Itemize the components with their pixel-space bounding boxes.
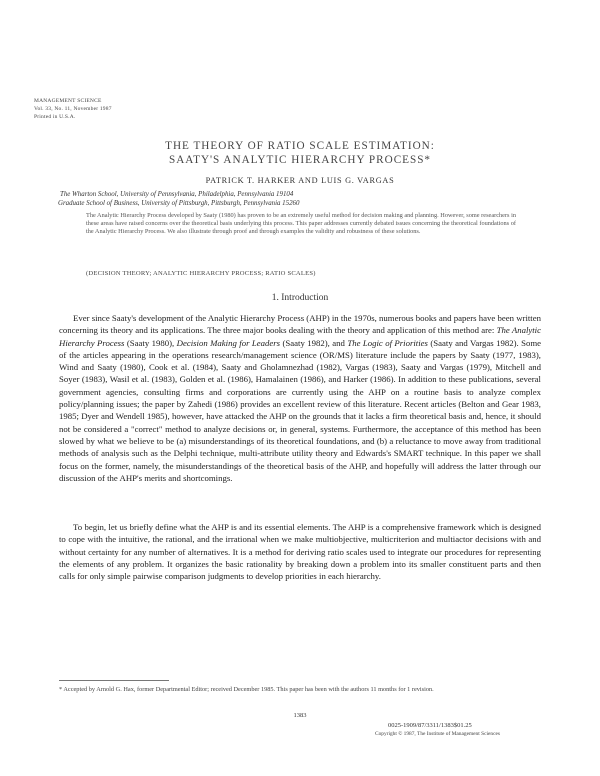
affiliation-pittsburgh: Graduate School of Business, University of Pittsburgh, Pittsburgh, Pennsylvania 15260 xyxy=(58,200,300,207)
body-text: (Saaty 1980), xyxy=(124,337,177,348)
journal-printed: Printed in U.S.A. xyxy=(34,114,76,121)
body-text: Ever since Saaty's development of the Analytic Hierarchy Process (AHP) in the 1970s, numerous books and papers have been written concerning its theory and its applications. The three major books dealing with the theory and application of this method are: xyxy=(59,313,541,336)
body-paragraph-2: To begin, let us briefly define what the AHP is and its essential elements. The AHP is a comprehensive framework which is designed to cope with the intuitive, the rational, and the irrational when we make multiobjective, multicriterion and multiactor decisions with and without certainty for any number of alternatives. It is a method for deriving ratio scales used to integrate our procedures for representing the elements of any problem. It organizes the basic rationality by breaking down a problem into its smaller constituent parts and then calls for only simple pairwise comparison judgments to develop priorities in each hierarchy. xyxy=(59,522,541,582)
body-paragraph-1 xyxy=(59,312,541,484)
section-heading-introduction: 1. Introduction xyxy=(271,293,329,303)
issn-code: 0025-1909/87/3311/1383$01.25 xyxy=(388,722,472,729)
keywords: (DECISION THEORY; ANALYTIC HIERARCHY PROCESS; RATIO SCALES) xyxy=(86,270,316,277)
book-title: Decision Making for Leaders xyxy=(176,337,281,348)
paper-title-line-2: SAATY'S ANALYTIC HIERARCHY PROCESS* xyxy=(168,154,432,166)
paper-title-line-1: THE THEORY OF RATIO SCALE ESTIMATION: xyxy=(165,140,435,152)
body-text: (Saaty and Vargas 1982). Some of the articles appearing in the operations research/management science (OR/MS) literature include the papers by Saaty (1977, 1983), Wind and Saaty (1980), Cook et al. (1984), Saaty and Gholamnezhad (1982), Vargas (1983), Saaty and Vargas (1979), Mitchell and Soyer (1983), Wasil et al. (1983), Golden et al. (1986), Hamalainen (1986), and Harker (1986). In addition to these publications, several government agencies, consulting firms and corporations are currently using the AHP on a routine basis to analyze complex policy/planning issues; the paper by Zahedi (1986) provides an excellent review of this literature. Recent articles (Belton and Gear 1983, 1985; Dyer and Wendell 1985), however, have attacked the AHP on the grounds that it lacks a firm theoretical basis and, hence, it should not be considered a "correct" method to analyze decisions or, in general, systems. Furthermore, the acceptance of this method has been slowed by what we believe to be (a) misunderstandings of its theoretical foundations, and (b) a reluctance to move away from traditional methods of analysis such as the Delphi technique, multi-attribute utility theory and Edwards's SMART technique. In this paper we shall focus on the former, namely, the misunderstandings of the theoretical basis of the AHP, and hopefully will address the latter through our discussion of the AHP's merits and shortcomings. xyxy=(59,337,542,483)
journal-header xyxy=(34,97,112,122)
journal-volume: Vol. 33, No. 11, November 1987 xyxy=(34,106,112,113)
body-text: (Saaty 1982), and xyxy=(280,337,348,348)
book-title: The Logic of Priorities xyxy=(347,337,428,348)
page-number: 1383 xyxy=(293,712,307,719)
abstract: The Analytic Hierarchy Process developed by Saaty (1980) has proven to be an extremely useful method for decision making and planning. However, some researchers in these areas have raised concerns over the theoretical basis underlying this process. This paper addresses currently debated issues concerning the theoretical foundations of the Analytic Hierarchy Process. We also illustrate through proof and through examples the validity and robustness of these solutions. xyxy=(86,212,516,235)
footnote-rule xyxy=(59,680,169,681)
paper-authors: PATRICK T. HARKER AND LUIS G. VARGAS xyxy=(205,176,395,185)
book-title: The Analytic Hierarchy Process xyxy=(59,325,541,348)
affiliation-wharton: The Wharton School, University of Pennsylvania, Philadelphia, Pennsylvania 19104 xyxy=(60,191,294,198)
journal-name: MANAGEMENT SCIENCE xyxy=(34,98,102,104)
footnote: * Accepted by Arnold G. Hax, former Departmental Editor; received December 1985. This paper has been with the authors 11 months for 1 revision. xyxy=(59,686,434,693)
copyright-notice: Copyright © 1987, The Institute of Management Sciences xyxy=(375,731,500,737)
